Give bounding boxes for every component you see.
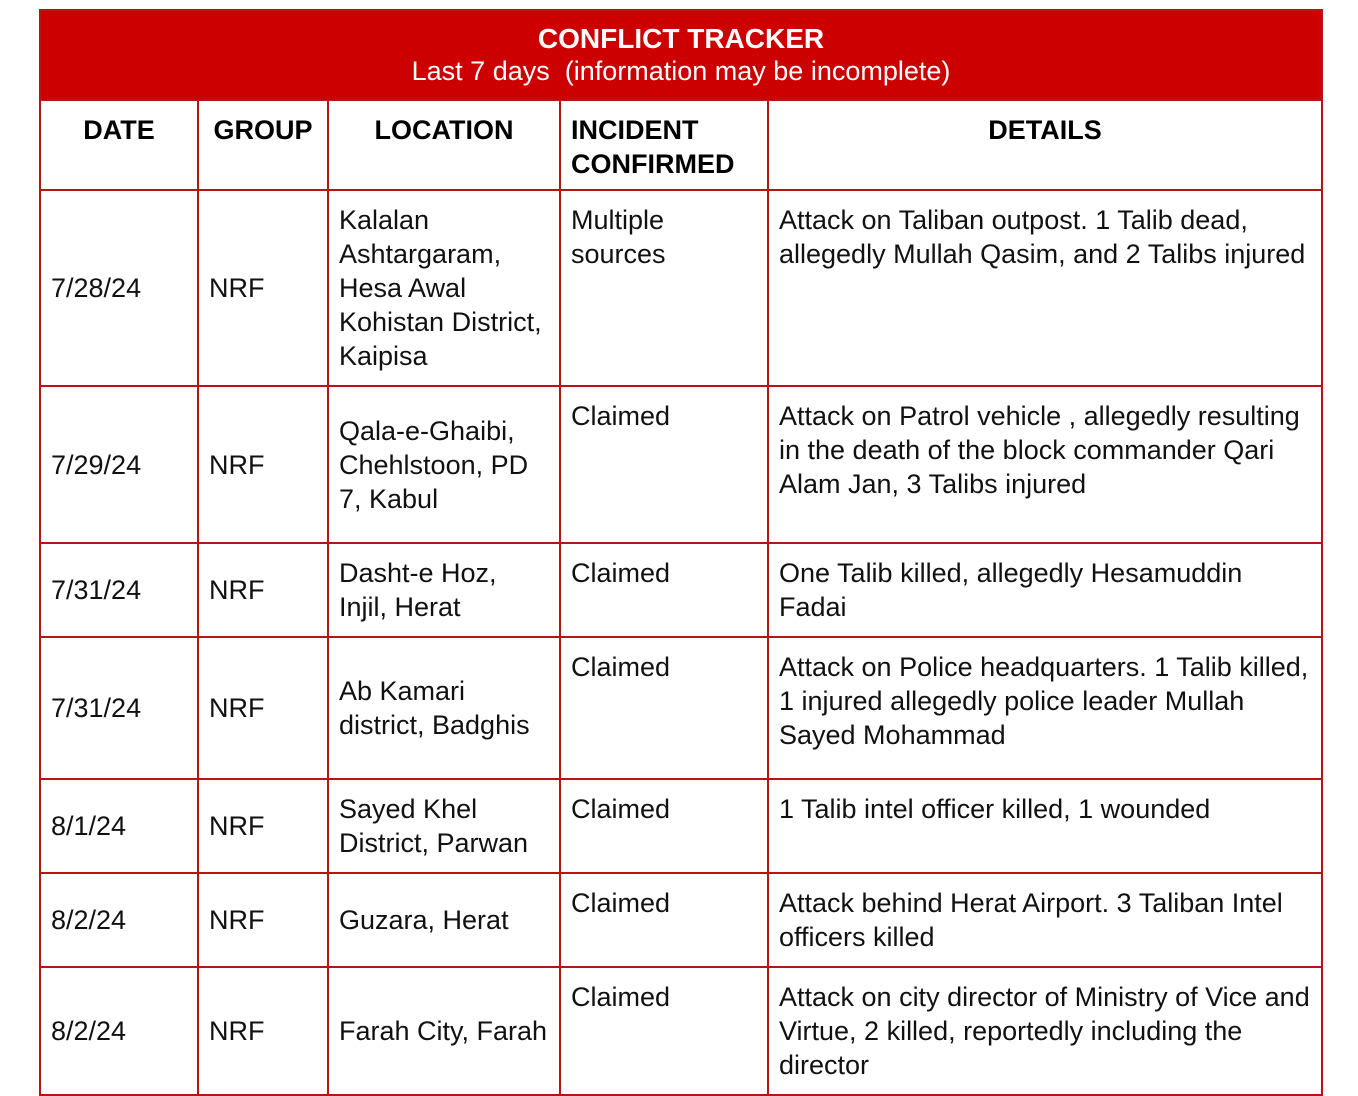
table-row [40, 779, 1322, 873]
cell-confirmed: Claimed [560, 386, 768, 543]
cell-location: Sayed Khel District, Parwan [328, 779, 560, 873]
column-header-location: LOCATION [328, 100, 560, 190]
cell-details: Attack on city director of Ministry of Vice and Virtue, 2 killed, reportedly including the director [768, 967, 1322, 1095]
table-row [40, 873, 1322, 967]
table-row [40, 190, 1322, 386]
cell-confirmed: Multiple sources [560, 190, 768, 386]
cell-group: NRF [198, 637, 328, 779]
cell-location: Kalalan Ashtargaram, Hesa Awal Kohistan District, Kaipisa [328, 190, 560, 386]
cell-location: Farah City, Farah [328, 967, 560, 1095]
cell-location: Dasht-e Hoz, Injil, Herat [328, 543, 560, 637]
cell-details: One Talib killed, allegedly Hesamuddin Fadai [768, 543, 1322, 637]
cell-confirmed: Claimed [560, 543, 768, 637]
tracker-title: CONFLICT TRACKER [537, 23, 825, 54]
cell-location: Guzara, Herat [328, 873, 560, 967]
tracker-title-banner [40, 10, 1322, 100]
cell-details: Attack behind Herat Airport. 3 Taliban Intel officers killed [768, 873, 1322, 967]
cell-confirmed: Claimed [560, 637, 768, 779]
cell-date: 8/2/24 [40, 873, 198, 967]
cell-details: Attack on Taliban outpost. 1 Talib dead, allegedly Mullah Qasim, and 2 Talibs injured [768, 190, 1322, 386]
cell-details: Attack on Police headquarters. 1 Talib killed, 1 injured allegedly police leader Mullah Sayed Mohammad [768, 637, 1322, 779]
column-header-details: DETAILS [768, 100, 1322, 190]
cell-date: 7/28/24 [40, 190, 198, 386]
cell-group: NRF [198, 386, 328, 543]
column-header-date: DATE [40, 100, 198, 190]
cell-details: 1 Talib intel officer killed, 1 wounded [768, 779, 1322, 873]
cell-date: 7/31/24 [40, 543, 198, 637]
tracker-subtitle: Last 7 days (information may be incomplete) [411, 56, 951, 86]
cell-group: NRF [198, 873, 328, 967]
cell-date: 8/1/24 [40, 779, 198, 873]
cell-group: NRF [198, 190, 328, 386]
table-row [40, 967, 1322, 1095]
table-row [40, 386, 1322, 543]
cell-confirmed: Claimed [560, 779, 768, 873]
conflict-tracker-table [39, 9, 1323, 1096]
table-row [40, 543, 1322, 637]
cell-location: Ab Kamari district, Badghis [328, 637, 560, 779]
cell-date: 8/2/24 [40, 967, 198, 1095]
cell-group: NRF [198, 543, 328, 637]
cell-confirmed: Claimed [560, 873, 768, 967]
cell-details: Attack on Patrol vehicle , allegedly resulting in the death of the block commander Qari Alam Jan, 3 Talibs injured [768, 386, 1322, 543]
cell-group: NRF [198, 779, 328, 873]
column-header-group: GROUP [198, 100, 328, 190]
cell-group: NRF [198, 967, 328, 1095]
cell-date: 7/29/24 [40, 386, 198, 543]
table-row [40, 637, 1322, 779]
column-header-incident-confirmed: INCIDENT CONFIRMED [560, 100, 768, 190]
cell-location: Qala-e-Ghaibi, Chehlstoon, PD 7, Kabul [328, 386, 560, 543]
cell-confirmed: Claimed [560, 967, 768, 1095]
cell-date: 7/31/24 [40, 637, 198, 779]
column-header-row [40, 100, 1322, 190]
